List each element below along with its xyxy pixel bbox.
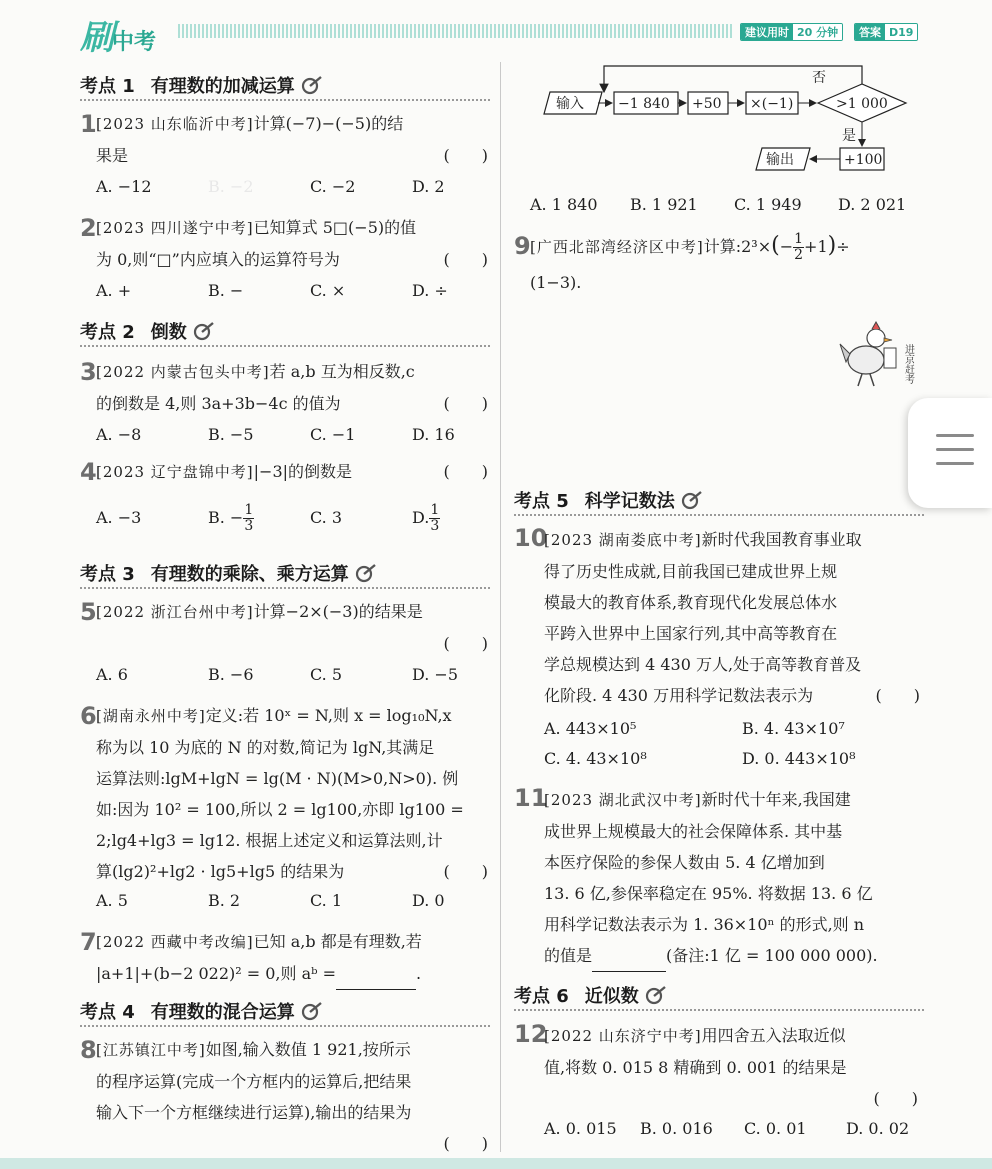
section-heading-5: 考点 5 科学记数法 (514, 487, 703, 513)
question-number: 1 (80, 110, 97, 138)
suggested-time-badge: 建议用时 20 分钟 (740, 23, 843, 41)
pen-icon (681, 490, 703, 510)
question-9: [广西北部湾经济区中考]计算:2³×(− $\frac{1}{2}$ +1)÷ (1−3). (530, 231, 850, 292)
rooster-mascot-icon (836, 314, 922, 390)
question-2: [2023 四川遂宁中考]已知算式 5□(−5)的值 为 0,则“□”内应填入的运算符号为 ( ) (96, 218, 488, 269)
operation-label: +50 (692, 96, 722, 112)
brand-logo: 刷中考 (80, 18, 157, 58)
question-number: 11 (514, 784, 548, 812)
question-4: [2023 辽宁盘锦中考]|−3|的倒数是 ( ) (96, 462, 488, 481)
question-10-options: A. 443×10⁵ B. 4. 43×10⁷ C. 4. 43×10⁸ D. 0. 443×10⁸ (544, 719, 856, 768)
mascot-caption: 进京赶考 (902, 344, 914, 384)
question-3: [2022 内蒙古包头中考]若 a,b 互为相反数,c 的倒数是 4,则 3a+3b−4c 的值为 ( ) (96, 362, 488, 413)
input-label: 输入 (556, 96, 584, 112)
fraction: $\frac{1}{2}$ (794, 231, 804, 263)
flowchart (540, 62, 920, 182)
page-header (0, 0, 992, 56)
fraction: $\frac{1}{3}$ (430, 502, 440, 534)
question-6-options: A. 5 B. 2 C. 1 D. 0 (96, 891, 445, 910)
pen-icon (355, 563, 377, 583)
question-5: [2022 浙江台州中考]计算−2×(−3)的结果是 ( ) (96, 602, 488, 653)
section-heading-4: 考点 4 有理数的混合运算 (80, 998, 323, 1024)
section-underline (514, 1009, 924, 1011)
pen-icon (645, 985, 667, 1005)
output-label: 输出 (766, 152, 794, 168)
question-number: 12 (514, 1020, 548, 1048)
question-12: [2022 山东济宁中考]用四舍五入法取近似 值,将数 0. 015 8 精确到 0. 001 的结果是 ( ) (544, 1026, 918, 1108)
question-number: 10 (514, 524, 548, 552)
fraction: $\frac{1}{3}$ (244, 502, 254, 534)
section-underline (514, 514, 924, 516)
section-heading-1: 考点 1 有理数的加减运算 (80, 72, 323, 98)
question-number: 3 (80, 358, 97, 386)
question-1: [2023 山东临沂中考]计算(−7)−(−5)的结 果是 ( ) (96, 114, 488, 165)
section-heading-3: 考点 3 有理数的乘除、乘方运算 (80, 560, 377, 586)
column-divider (500, 62, 501, 1152)
page-bottom-band (0, 1158, 992, 1169)
section-underline (80, 345, 490, 347)
question-number: 2 (80, 214, 97, 242)
question-7: [2022 西藏中考改编]已知 a,b 都是有理数,若 |a+1|+(b−2 022)² = 0,则 aᵇ = . (96, 926, 488, 990)
question-6: [湖南永州中考]定义:若 10ˣ = N,则 x = log₁₀N,x 称为以 10 为底的 N 的对数,简记为 lgN,其满足 运算法则:lgM+lgN = lg(M · N)(M>0,N>0). 例 如:因为 10² = 100,所以 2 = lg100,亦即 lg100 = 2;lg4+lg3 = lg12. 根据上述定义和运算法则,计 算(lg2)²+lg2 · lg5+lg5 的结果为 ( ) (96, 706, 488, 881)
answer-page-badge: 答案 D19 (854, 23, 918, 41)
question-5-options: A. 6 B. −6 C. 5 D. −5 (96, 665, 459, 684)
pen-icon (301, 1001, 323, 1021)
question-1-options: A. −12 B. −2 C. −2 D. 2 (96, 177, 445, 196)
section-heading-6: 考点 6 近似数 (514, 982, 667, 1008)
operation-label: +100 (844, 152, 883, 168)
section-heading-2: 考点 2 倒数 (80, 318, 215, 344)
header-stripes (178, 24, 734, 38)
question-10: [2023 湖南娄底中考]新时代我国教育事业取 得了历史性成就,目前我国已建成世界上规 模最大的教育体系,教育现代化发展总体水 平跨入世界中上国家行列,其中高等教育在 学总规模达到 4 430 万人,处于高等教育普及 化阶段. 4 430 万用科学记数法表示为 ( ) (544, 530, 920, 705)
section-underline (80, 1025, 490, 1027)
question-number: 6 (80, 702, 97, 730)
question-8-options: A. 1 840 B. 1 921 C. 1 949 D. 2 021 (530, 195, 907, 214)
hamburger-menu-icon (936, 434, 974, 476)
menu-tab-button[interactable] (908, 398, 992, 508)
operation-label: ×(−1) (750, 96, 794, 112)
no-label: 否 (812, 70, 826, 86)
answer-blank[interactable] (592, 940, 666, 972)
operation-label: −1 840 (618, 96, 670, 112)
question-11: [2023 湖北武汉中考]新时代十年来,我国建 成世界上规模最大的社会保障体系. 其中基 本医疗保险的参保人数由 5. 4 亿增加到 13. 6 亿,参保率稳定在 95%. 将数据 13. 6 亿 用科学记数法表示为 1. 36×10ⁿ 的形式,则 n 的值是 (备注:1 亿 = 100 000 000). (544, 784, 922, 972)
condition-label: >1 000 (836, 96, 888, 112)
question-12-options: A. 0. 015 B. 0. 016 C. 0. 01 D. 0. 02 (544, 1119, 910, 1138)
question-4-options: A. −3 B. − $\frac{1}{3}$ C. 3 D. $\frac{1}{3}$ (96, 502, 440, 534)
question-number: 9 (514, 232, 531, 260)
question-number: 8 (80, 1036, 97, 1064)
question-8: [江苏镇江中考]如图,输入数值 1 921,按所示 的程序运算(完成一个方框内的运算后,把结果 输入下一个方框继续进行运算),输出的结果为 ( ) (96, 1040, 488, 1153)
section-underline (80, 587, 490, 589)
pen-icon (193, 321, 215, 341)
question-2-options: A. + B. − C. × D. ÷ (96, 281, 448, 300)
question-number: 7 (80, 928, 97, 956)
question-number: 4 (80, 458, 97, 486)
section-underline (80, 99, 490, 101)
pen-icon (301, 75, 323, 95)
yes-label: 是 (842, 128, 856, 144)
question-number: 5 (80, 598, 97, 626)
answer-blank[interactable] (336, 958, 416, 990)
question-3-options: A. −8 B. −5 C. −1 D. 16 (96, 425, 455, 444)
